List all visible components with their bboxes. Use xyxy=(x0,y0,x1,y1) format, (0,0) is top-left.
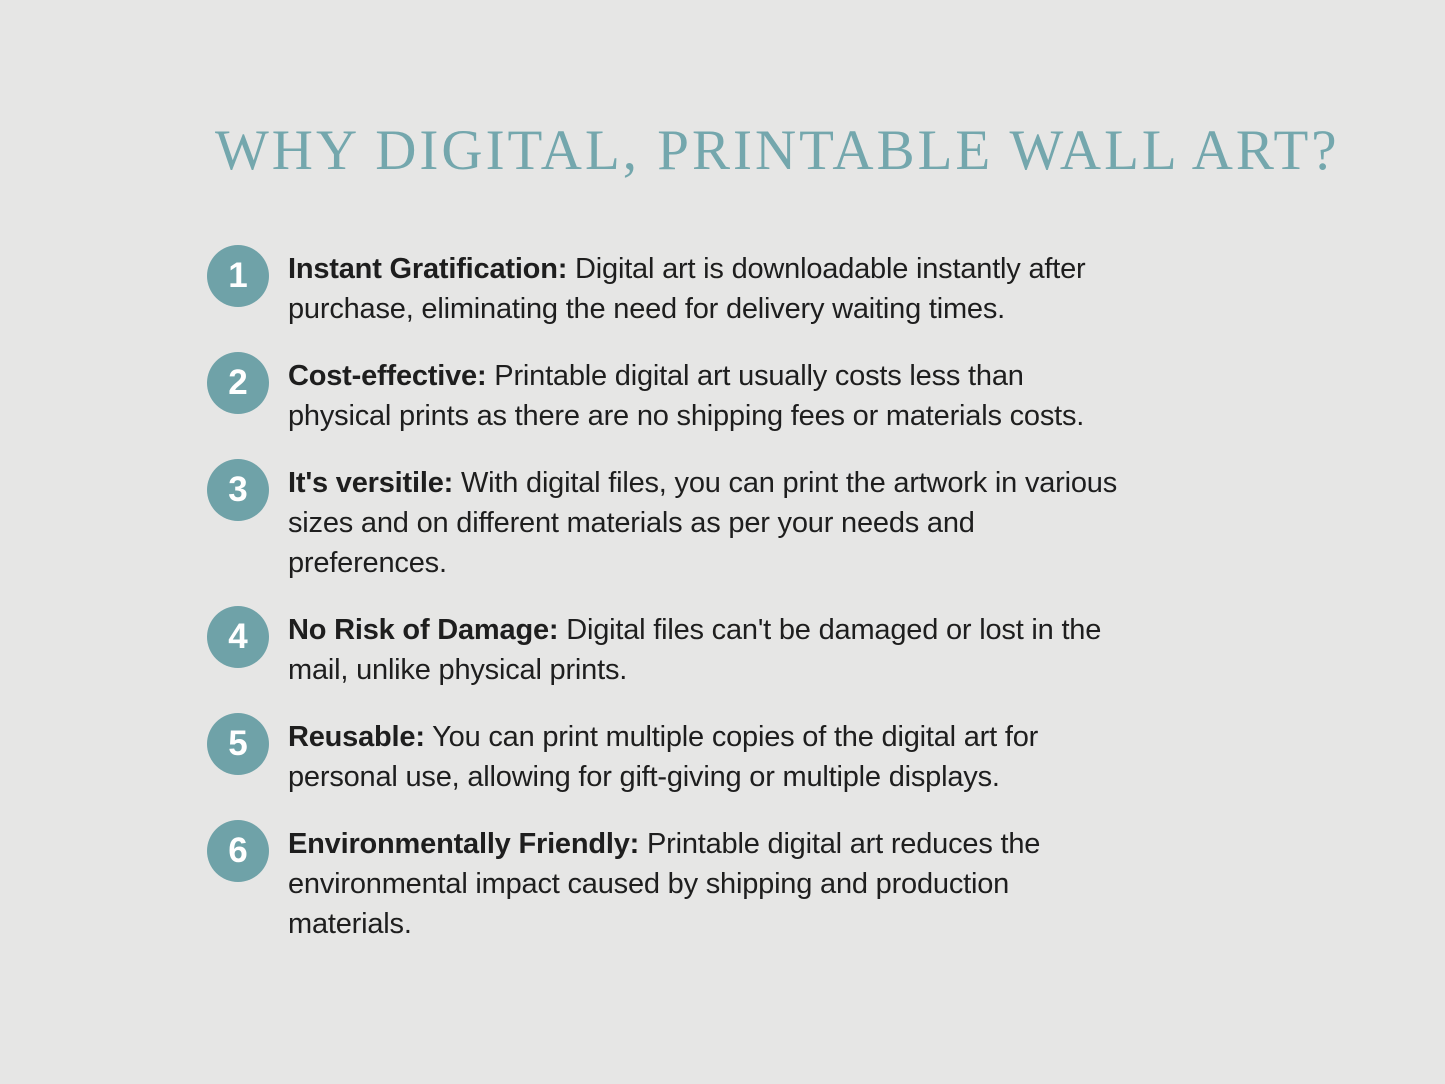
item-line: materials. xyxy=(288,908,412,940)
item-number-badge: 4 xyxy=(207,606,269,668)
item-text xyxy=(288,824,1040,944)
item-body-text: You can print multiple copies of the digital art for xyxy=(432,721,1039,753)
item-body-text: Printable digital art reduces the xyxy=(647,828,1041,860)
item-number-badge: 2 xyxy=(207,352,269,414)
benefit-list xyxy=(207,249,1445,944)
item-line xyxy=(288,610,1101,650)
item-text xyxy=(288,463,1117,583)
item-lead-label: No Risk of Damage: xyxy=(288,614,559,646)
item-lead-label: Reusable: xyxy=(288,721,425,753)
item-number-badge: 1 xyxy=(207,245,269,307)
item-line: sizes and on different materials as per your needs and xyxy=(288,507,975,539)
item-number-badge: 3 xyxy=(207,459,269,521)
item-lead-label: Cost-effective: xyxy=(288,360,487,392)
item-lead-label: Environmentally Friendly: xyxy=(288,828,640,860)
item-lead-label: It's versitile: xyxy=(288,467,454,499)
item-line xyxy=(288,463,1117,503)
item-line: environmental impact caused by shipping and production xyxy=(288,868,1010,900)
item-text xyxy=(288,356,1084,436)
item-body-text: Digital art is downloadable instantly after xyxy=(575,253,1086,285)
item-lead-label: Instant Gratification: xyxy=(288,253,568,285)
list-item xyxy=(207,249,1445,329)
item-text xyxy=(288,717,1038,797)
item-line: purchase, eliminating the need for delivery waiting times. xyxy=(288,293,1005,325)
item-line xyxy=(288,356,1084,396)
item-line: preferences. xyxy=(288,547,447,579)
item-text xyxy=(288,249,1086,329)
item-number-badge: 5 xyxy=(207,713,269,775)
item-line xyxy=(288,824,1040,864)
list-item xyxy=(207,356,1445,436)
item-line: physical prints as there are no shipping fees or materials costs. xyxy=(288,400,1085,432)
list-item xyxy=(207,610,1445,690)
item-line: personal use, allowing for gift-giving or multiple displays. xyxy=(288,761,1000,793)
item-body-text: With digital files, you can print the artwork in various xyxy=(460,467,1118,499)
item-line xyxy=(288,717,1038,757)
item-number-badge: 6 xyxy=(207,820,269,882)
list-item xyxy=(207,824,1445,944)
list-item xyxy=(207,463,1445,583)
item-text xyxy=(288,610,1101,690)
page-title: WHY DIGITAL, PRINTABLE WALL ART? xyxy=(215,119,1340,182)
list-item xyxy=(207,717,1445,797)
item-body-text: Printable digital art usually costs less than xyxy=(494,360,1024,392)
item-line: mail, unlike physical prints. xyxy=(288,654,628,686)
item-body-text: Digital files can't be damaged or lost in the xyxy=(566,614,1102,646)
item-line xyxy=(288,249,1086,289)
